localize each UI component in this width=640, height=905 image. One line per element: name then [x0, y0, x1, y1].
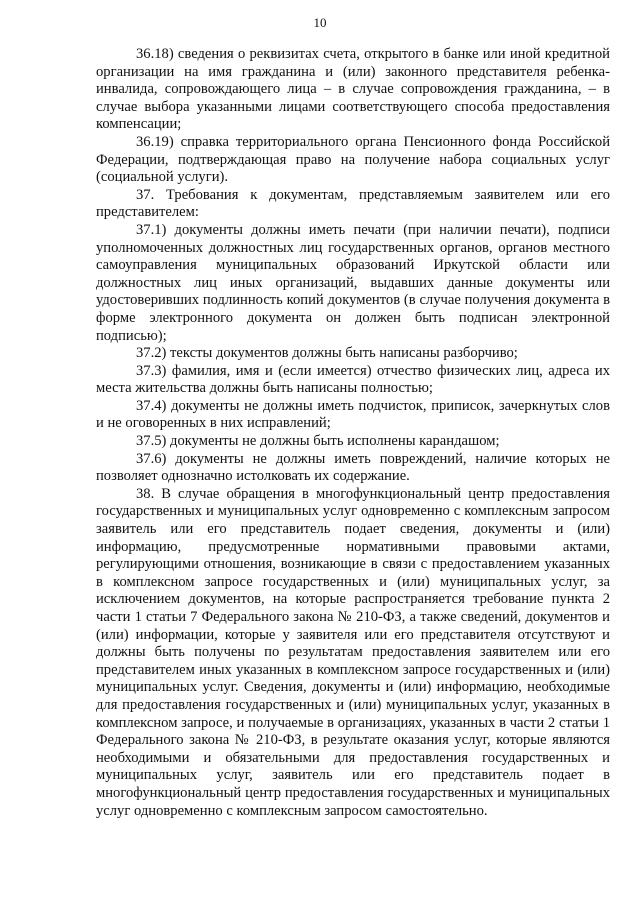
paragraph-36-18: 36.18) сведения о реквизитах счета, открытого в банке или иной кредитной организации на имя гражданина и (или) законного представителя ребенка-инвалида, сопровождающего лица – в случае сопровождения гражданина, – в случае выбора указанными лицами соответствующего способа предоставления компенсации; — [96, 46, 610, 133]
paragraph-37-3: 37.3) фамилия, имя и (если имеется) отчество физических лиц, адреса их места жительства должны быть написаны полностью; — [96, 362, 610, 397]
paragraph-36-19: 36.19) справка территориального органа Пенсионного фонда Российской Федерации, подтверждающая право на получение набора социальных услуг (социальной услуги). — [96, 133, 610, 186]
paragraph-37-4: 37.4) документы не должны иметь подчисток, приписок, зачеркнутых слов и не оговоренных в них исправлений; — [96, 397, 610, 432]
paragraph-37: 37. Требования к документам, представляемым заявителем или его представителем: — [96, 186, 610, 221]
page-number: 10 — [313, 15, 327, 30]
paragraph-37-6: 37.6) документы не должны иметь повреждений, наличие которых не позволяет однозначно истолковать их содержание. — [96, 450, 610, 485]
document-body — [96, 46, 610, 820]
paragraph-37-1: 37.1) документы должны иметь печати (при наличии печати), подписи уполномоченных должностных лиц государственных органов, органов местного самоуправления муниципальных образований Иркутской области или должностных лиц иных организаций, выдавших данные документы или удостоверивших подлинность копий документов (в случае получения документа в форме электронного документа он должен быть подписан электронной подписью); — [96, 221, 610, 344]
paragraph-38: 38. В случае обращения в многофункциональный центр предоставления государственных и муниципальных услуг одновременно с комплексным запросом заявитель или его представитель подает сведения, документы и (или) информацию, предусмотренные нормативными правовыми актами, регулирующими отношения, возникающие в связи с предоставлением указанных в комплексном запросе государственных и (или) муниципальных услуг, за исключением документов, на которые распространяется требование пункта 2 части 1 статьи 7 Федерального закона № 210-ФЗ, а также сведений, документов и (или) информации, которые у заявителя или его представителя отсутствуют и должны быть получены по результатам предоставления заявителем или его представителем иных указанных в комплексном запросе государственных и (или) муниципальных услуг. Сведения, документы и (или) информацию, необходимые для предоставления государственных и (или) муниципальных услуг, указанных в комплексном запросе, и получаемые в организациях, указанных в части 2 статьи 1 Федерального закона № 210-ФЗ, в результате оказания услуг, которые являются необходимыми и обязательными для предоставления государственных и муниципальных услуг, заявитель или его представитель подает в многофункциональный центр предоставления государственных и муниципальных услуг одновременно с комплексным запросом самостоятельно. — [96, 485, 610, 819]
paragraph-37-5: 37.5) документы не должны быть исполнены карандашом; — [136, 433, 500, 450]
paragraph-37-2: 37.2) тексты документов должны быть написаны разборчиво; — [136, 345, 518, 362]
